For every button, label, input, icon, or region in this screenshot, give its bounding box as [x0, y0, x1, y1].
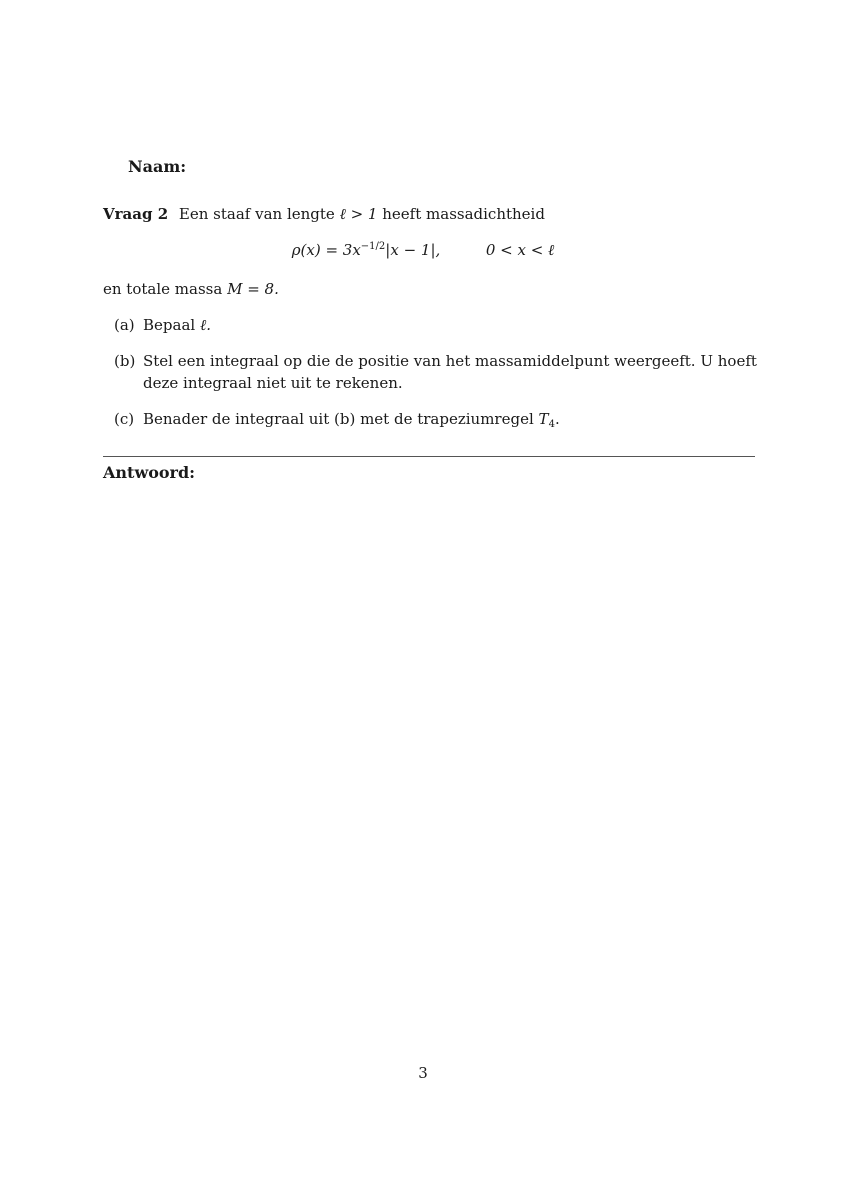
part-math: ℓ. [199, 316, 211, 334]
answer-divider [103, 456, 755, 457]
part-a [103, 314, 758, 336]
equation-domain: 0 < x < ℓ [485, 241, 555, 259]
part-text: Bepaal [143, 316, 196, 334]
part-text: Stel een integraal op die de positie van het massamiddelpunt weergeeft. U hoeft deze integraal niet uit te rekenen. [143, 352, 757, 392]
part-marker: (a) [114, 316, 135, 334]
part-c [103, 408, 758, 430]
part-text: Benader de integraal uit (b) met de trapeziumregel [143, 410, 534, 428]
part-tail: . [554, 410, 560, 428]
question-title: Vraag 2 [103, 205, 169, 223]
equation-lhs: ρ(x) = 3x [291, 241, 361, 259]
question-parts [103, 314, 758, 444]
total-mass-formula: M = 8. [227, 280, 279, 298]
part-marker: (c) [114, 410, 135, 428]
part-math: T [538, 410, 549, 428]
equation-exponent: −1/2 [360, 241, 386, 252]
part-b [103, 350, 758, 394]
page-number: 3 [418, 1064, 428, 1082]
question-intro-text: Een staaf van lengte [178, 205, 335, 223]
density-equation [0, 241, 846, 260]
answer-label: Antwoord: [103, 463, 196, 482]
total-mass-line [103, 280, 279, 298]
equation-rhs: |x − 1|, [385, 241, 441, 259]
name-label: Naam: [128, 157, 187, 176]
part-marker: (b) [114, 352, 136, 370]
question-statement [103, 204, 755, 224]
part-math-subscript: 4 [548, 419, 555, 430]
length-condition: ℓ > 1 [339, 205, 378, 223]
total-mass-text: en totale massa [103, 280, 223, 298]
question-intro-text-end: heeft massadichtheid [382, 205, 545, 223]
